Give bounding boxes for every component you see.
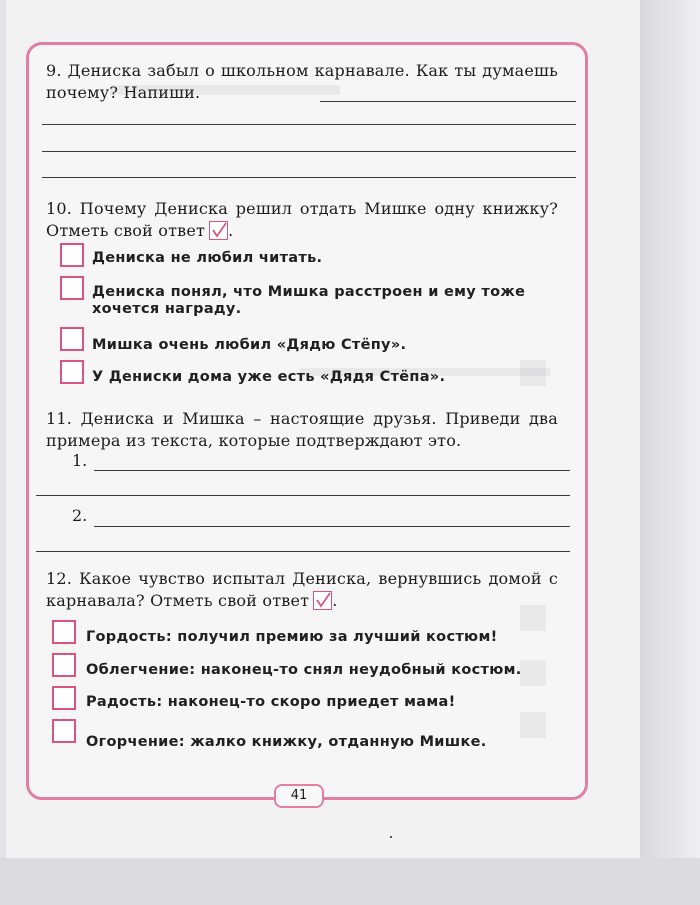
option-text: Облегчение: наконец-то снял неудобный костюм. xyxy=(86,662,522,678)
option-text: Дениска понял, что Мишка расстроен и ему тоже хочется награду. xyxy=(92,284,526,317)
option-text: Гордость: получил премию за лучший костюм! xyxy=(86,629,498,645)
answer-line[interactable] xyxy=(320,101,576,102)
question-10-text: 10. Почему Дениска решил отдать Мишке одну книжку? Отметь свой ответ . xyxy=(46,199,558,240)
answer-line[interactable] xyxy=(36,495,570,496)
answer-checkbox[interactable] xyxy=(52,686,76,710)
question-12-text: 12. Какое чувство испытал Дениска, вернувшись домой с карнавала? Отметь свой ответ . xyxy=(46,569,558,610)
answer-line[interactable] xyxy=(42,151,576,152)
answer-checkbox[interactable] xyxy=(60,360,84,384)
option-text: Дениска не любил читать. xyxy=(92,250,323,266)
checkmark-sample-icon xyxy=(209,221,228,240)
example-number-2: 2. xyxy=(72,506,88,525)
page-edge-shadow xyxy=(640,0,700,905)
question-11-text: 11. Дениска и Мишка – настоящие друзья. Приведи два примера из текста, которые подтверждают это. xyxy=(46,409,558,450)
answer-checkbox[interactable] xyxy=(60,243,84,267)
option-text: Мишка очень любил «Дядю Стёпу». xyxy=(92,337,407,353)
scan-speck xyxy=(390,836,392,838)
option-text: Огорчение: жалко книжку, отданную Мишке. xyxy=(86,734,487,750)
page-number: 41 xyxy=(274,784,324,808)
answer-checkbox[interactable] xyxy=(60,327,84,351)
scan-bottom-area xyxy=(0,858,700,905)
answer-checkbox[interactable] xyxy=(52,719,76,743)
option-text: Радость: наконец-то скоро приедет мама! xyxy=(86,694,456,710)
answer-checkbox[interactable] xyxy=(60,276,84,300)
answer-line[interactable] xyxy=(36,551,570,552)
answer-checkbox[interactable] xyxy=(52,653,76,677)
question-9-text: 9. Дениска забыл о школьном карнавале. Как ты думаешь почему? Напиши. xyxy=(46,61,558,102)
answer-line[interactable] xyxy=(94,526,570,527)
answer-line[interactable] xyxy=(94,470,570,471)
answer-line[interactable] xyxy=(42,124,576,125)
answer-checkbox[interactable] xyxy=(52,620,76,644)
example-number-1: 1. xyxy=(72,451,88,470)
answer-line[interactable] xyxy=(42,177,576,178)
option-text: У Дениски дома уже есть «Дядя Стёпа». xyxy=(92,369,446,385)
checkmark-sample-icon xyxy=(313,591,332,610)
